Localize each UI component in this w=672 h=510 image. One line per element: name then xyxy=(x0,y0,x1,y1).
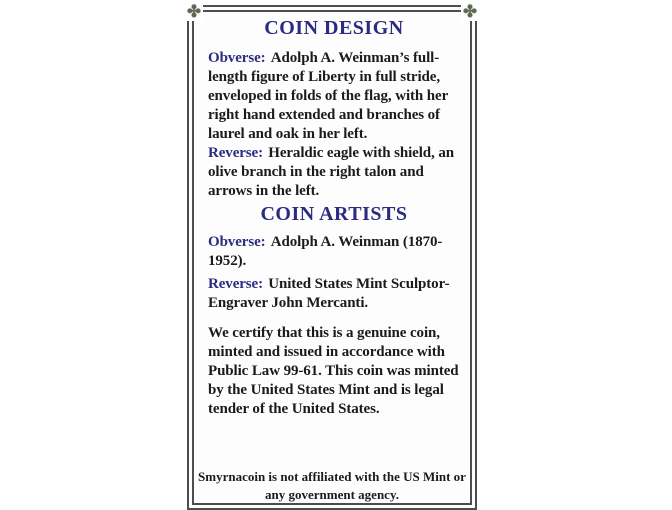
design-obverse-paragraph xyxy=(208,49,460,144)
corner-ornament-icon: ✤ xyxy=(186,2,202,21)
reverse-label: Reverse: xyxy=(208,276,263,292)
artists-obverse-text: Adolph A. Weinman (1870-1952). xyxy=(208,234,443,269)
artists-reverse-paragraph xyxy=(208,275,460,313)
obverse-label: Obverse: xyxy=(208,50,266,66)
certificate-card xyxy=(186,2,478,510)
reverse-label: Reverse: xyxy=(208,145,263,161)
corner-ornament-icon: ✤ xyxy=(462,2,478,21)
artists-reverse-text: United States Mint Sculptor-Engraver John Mercanti. xyxy=(208,276,450,311)
certification-paragraph: We certify that this is a genuine coin, minted and issued in accordance with Public Law 99-61. This coin was minted by the United States Mint and is legal tender of the United States. xyxy=(208,325,459,417)
coin-design-title: COIN DESIGN xyxy=(264,17,404,39)
disclaimer-text: Smyrnacoin is not affiliated with the US Mint or any government agency. xyxy=(198,469,466,502)
artists-obverse-paragraph xyxy=(208,233,460,271)
obverse-label: Obverse: xyxy=(208,234,266,250)
design-obverse-text: Adolph A. Weinman’s full-length figure of Liberty in full stride, enveloped in folds of the flag, with her right hand extended and branches of laurel and oak in her left. xyxy=(208,50,448,142)
design-reverse-text: Heraldic eagle with shield, an olive branch in the right talon and arrows in the left. xyxy=(208,145,454,199)
card-content xyxy=(194,17,470,508)
design-reverse-paragraph xyxy=(208,144,460,201)
coin-artists-title: COIN ARTISTS xyxy=(260,203,408,225)
